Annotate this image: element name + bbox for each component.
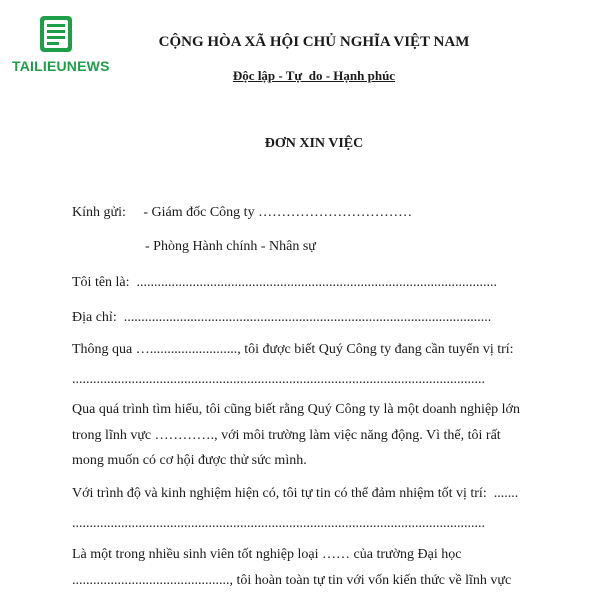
paragraph-line: Là một trong nhiều sinh viên tốt nghiệp loại …… của trường Đại học	[72, 547, 462, 562]
name-line: Tôi tên là: .......................................................................................................	[72, 275, 498, 290]
paragraph-line: trong lĩnh vực …………., với môi trường làm việc năng động. Vì thế, tôi rất	[72, 428, 501, 443]
position-blank-line: ......................................................................................................................	[72, 516, 485, 531]
address-line: Địa chỉ: .........................................................................................................	[72, 310, 492, 325]
paragraph-line: mong muốn có cơ hội được thử sức mình.	[72, 453, 307, 468]
paragraph-line: Qua quá trình tìm hiểu, tôi cũng biết rằng Quý Công ty là một doanh nghiệp lớn	[72, 402, 520, 417]
national-title: CỘNG HÒA XÃ HỘI CHỦ NGHĨA VIỆT NAM	[158, 34, 470, 50]
logo-text: TAILIEUNEWS	[12, 58, 110, 74]
national-motto: Độc lập - Tự do - Hạnh phúc	[232, 68, 396, 83]
document-title: ĐƠN XIN VIỆC	[264, 136, 364, 151]
position-blank-line: ......................................................................................................................	[72, 372, 485, 387]
source-line: Thông qua …........................., tôi được biết Quý Công ty đang cần tuyển vị trí:	[72, 342, 514, 357]
recipient-department-line: - Phòng Hành chính - Nhân sự	[145, 239, 316, 254]
recipient-line: Kính gửi: - Giám đốc Công ty ……………………………	[72, 205, 413, 220]
paragraph-line: ............................................., tôi hoàn toàn tự tin với vốn kiến thức về lĩnh vực	[72, 573, 512, 588]
paragraph-line: Với trình độ và kinh nghiệm hiện có, tôi tự tin có thể đảm nhiệm tốt vị trí: .......	[72, 486, 519, 501]
